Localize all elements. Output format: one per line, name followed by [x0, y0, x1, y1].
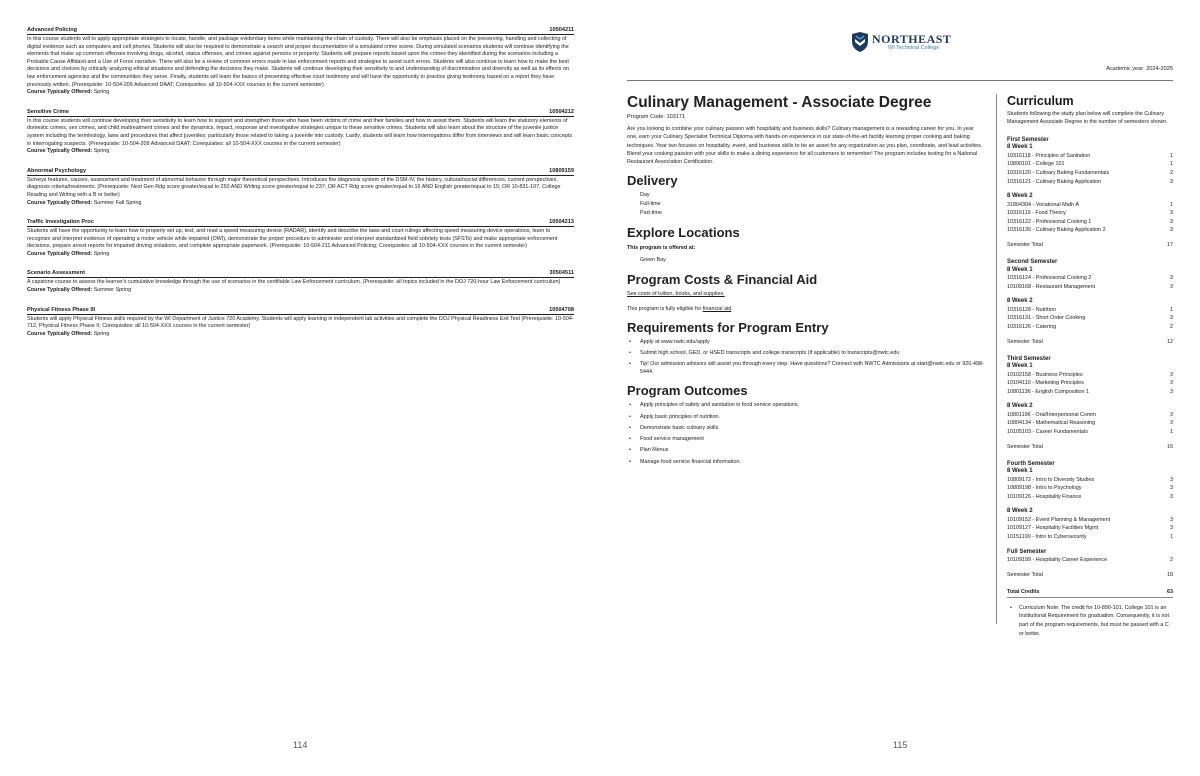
- semester-total-row: [1007, 443, 1173, 451]
- week-title: 8 Week 2: [1007, 403, 1033, 410]
- course-code: 10504211: [549, 27, 574, 33]
- course-offered-label: Course Typically Offered:: [27, 287, 93, 294]
- course-offered-label: Course Typically Offered:: [27, 330, 93, 337]
- course-offered-terms: Spring: [93, 330, 110, 337]
- week-title: 8 Week 2: [1007, 298, 1033, 305]
- requirements-heading: Requirements for Program Entry: [627, 319, 829, 335]
- curriculum-course-credits: 3: [1170, 476, 1173, 483]
- delivery-item: Day: [640, 192, 650, 199]
- semester-total-value: 16: [1167, 443, 1173, 450]
- curriculum-course-row: [1007, 209, 1173, 218]
- curriculum-note-list: [1007, 604, 1173, 638]
- course-entry: [27, 219, 574, 258]
- location-item: Green Bay: [640, 256, 666, 263]
- semester-total-label: Semester Total: [1007, 443, 1043, 450]
- logo-subtitle: WI Technical College: [888, 44, 940, 51]
- course-offered-terms: Summer Fall Spring: [93, 199, 142, 206]
- curriculum-course-credits: 3: [1170, 420, 1173, 427]
- locations-list: [640, 256, 987, 265]
- financial-aid-text: [627, 305, 987, 313]
- semester-title: Third Semester: [1007, 355, 1051, 362]
- week-title: 8 Week 1: [1007, 363, 1033, 370]
- shield-logo-icon: [851, 31, 869, 53]
- course-description: Students will apply Physical Fitness skills required by the WI Department of Justice 720 Academy. Students will apply learning in independent lab activities and complete the DOJ Physical Readiness Exit Test (Prerequisite: 10-504-712, Physical Fitness Phase II; Corequisites: all 10-504-XXX courses in the current semester): [27, 315, 574, 330]
- curriculum-course-credits: 3: [1170, 275, 1173, 282]
- curriculum-course-title: 10316120 - Culinary Baking Fundamentals: [1007, 170, 1110, 176]
- program-title: Culinary Management - Associate Degree: [627, 94, 932, 111]
- locations-offered-label: This program is offered at:: [627, 244, 696, 251]
- course-offered: [27, 200, 574, 208]
- curriculum-course-title: 10801196 - Oral/Interpersonal Comm: [1007, 411, 1096, 418]
- outcomes-list: [627, 401, 987, 465]
- outcome-item: • Manage food service financial information.: [627, 458, 987, 466]
- curriculum-course-title: 10109199 - Hospitality Career Experience: [1007, 557, 1108, 564]
- delivery-item: Part-time: [640, 210, 662, 217]
- curriculum-course-title: 10102158 - Business Principles: [1007, 371, 1083, 378]
- week-title: 8 Week 1: [1007, 468, 1033, 475]
- curriculum-course-credits: 1: [1170, 306, 1173, 313]
- requirement-item: • Tip! Our admission advisors will assist you through every step. Have questions? Connect with NWTC Admissions at start@nwtc.edu or 920-498-5444.: [627, 360, 987, 376]
- curriculum-course-credits: 3: [1170, 178, 1173, 185]
- course-header: [27, 109, 574, 117]
- delivery-item: Full-time: [640, 201, 661, 208]
- curriculum-course-credits: 3: [1170, 388, 1173, 395]
- logo-name: NORTHEAST: [872, 31, 952, 46]
- curriculum-course-title: 10109127 - Hospitality Facilities Mgmt: [1007, 525, 1099, 532]
- curriculum-course-row: [1007, 371, 1173, 380]
- outcome-item: • Apply basic principles of nutrition.: [627, 413, 987, 421]
- course-code: 10504212: [549, 108, 574, 115]
- curriculum-course-row: [1007, 419, 1173, 428]
- curriculum-course-title: 10109126 - Hospitality Finance: [1007, 493, 1082, 500]
- curriculum-course-row: [1007, 218, 1173, 227]
- course-offered-label: Course Typically Offered:: [27, 148, 93, 155]
- outcome-item: • Food service management: [627, 435, 987, 443]
- program-code: Program Code: 103171: [627, 114, 686, 120]
- curriculum-course-credits: 1: [1170, 534, 1173, 541]
- header-divider: [627, 80, 1173, 81]
- course-code: 10504708: [549, 306, 574, 313]
- curriculum-course-row: [1007, 476, 1173, 485]
- costs-link[interactable]: See costs of tuition, books, and supplies.: [627, 290, 725, 297]
- curriculum-course-credits: 3: [1170, 516, 1173, 523]
- costs-heading: Program Costs & Financial Aid: [627, 271, 818, 287]
- curriculum-course-row: [1007, 388, 1173, 397]
- curriculum-course-title: 10104110 - Marketing Principles: [1007, 380, 1084, 387]
- financial-aid-suffix: .: [731, 305, 733, 312]
- curriculum-column: [1007, 94, 1173, 638]
- curriculum-course-row: [1007, 428, 1173, 437]
- curriculum-course-title: 10316126 - Catering: [1007, 323, 1057, 330]
- requirement-item: • Apply at www.nwtc.edu/apply: [627, 338, 987, 346]
- curriculum-course-credits: 1: [1170, 201, 1173, 208]
- curriculum-course-row: [1007, 226, 1173, 235]
- course-offered: [27, 89, 574, 97]
- course-header: [27, 219, 574, 227]
- curriculum-course-credits: 3: [1170, 210, 1173, 217]
- column-divider: [996, 94, 997, 624]
- course-header: [27, 168, 574, 176]
- semester-block: [1007, 259, 1173, 345]
- curriculum-course-title: 10801136 - English Composition 1: [1007, 388, 1090, 395]
- course-header: [27, 27, 574, 35]
- curriculum-course-title: 10151100 - Intro to Cybersecurity: [1007, 534, 1087, 541]
- course-title: Advanced Policing: [27, 27, 78, 33]
- course-code: 30504511: [549, 270, 574, 277]
- course-description: Students will have the opportunity to learn how to properly set up, test, and read a speed measuring device (RADAR), identify and describe the laws and court rulings affecting speed measuring device operations, learn to recognize and interpret evidence of operating a motor vehicle while impaired (OWI), demonstrate the proper procedure to administer and interpret standardized field sobriety tests (SFSTs) and make appropriate enforcement decisions, prepare arrest reports for impaired driving violations, and complete appropriate paperwork. (Prerequisite: 10-504-211 Advanced Policing; Corequisites: all 10-504-XXX courses in the current semester): [27, 228, 558, 250]
- curriculum-course-title: 10809198 - Intro to Psychology: [1007, 485, 1082, 492]
- curriculum-course-title: 10109152 - Event Planning & Management: [1007, 516, 1111, 523]
- course-entry: [27, 27, 574, 97]
- curriculum-course-credits: 2: [1170, 170, 1173, 176]
- course-offered-label: Course Typically Offered:: [27, 250, 93, 257]
- curriculum-course-row: [1007, 484, 1173, 493]
- curriculum-course-row: [1007, 274, 1173, 283]
- course-entry: [27, 109, 574, 156]
- course-description: Surveys features, causes, assessment and treatment of abnormal behavior through major theoretical perspectives. Introduces the diagnosis system of the DSM-IV, the history, cultural/social differences, current perspectives, diagnosis criteria/treatments. (Prerequisite: Next Gen Rdg score greater/equal to 250 AND Writing score greater/equal to 237; OR ACT Rdg score greater/equal to 16 AND English greater/equal to 15; OR 10-831-107, College Reading and Writing with a B or better): [27, 176, 561, 198]
- semester-block: [1007, 137, 1173, 249]
- course-offered-terms: Summer Spring: [93, 287, 132, 294]
- curriculum-course-credits: 1: [1170, 429, 1173, 435]
- outcome-item: • Apply principles of safety and sanitation in food service operations.: [627, 401, 987, 409]
- curriculum-note: • Curriculum Note: The credit for 10-890-101, College 101 is an Institutional Requirement for graduation. Consequently, it is not part of the program requirements, but must be passed with a C or better.: [1007, 604, 1173, 638]
- course-offered-label: Course Typically Offered:: [27, 89, 93, 96]
- course-offered: [27, 148, 574, 156]
- financial-aid-prefix: This program is fully eligible for: [627, 305, 703, 312]
- curriculum-course-row: [1007, 306, 1173, 315]
- semester-total-row: [1007, 571, 1173, 579]
- curriculum-course-title: 10316131 - Short Order Cooking: [1007, 315, 1086, 322]
- course-entry: [27, 270, 574, 294]
- semester-total-value: 18: [1167, 571, 1173, 578]
- page-number-left: 114: [293, 740, 308, 750]
- curriculum-course-title: 10316124 - Professional Cooking 2: [1007, 275, 1092, 282]
- semester-total-row: [1007, 338, 1173, 346]
- curriculum-course-row: [1007, 516, 1173, 525]
- curriculum-course-credits: 3: [1170, 525, 1173, 532]
- course-list: [27, 27, 574, 350]
- course-description: In this course students will continue developing their sensitivity to learn how to support and strengthen those who have been victims of crime and their families and how to assist them. Students will learn the statutory elements of domestic crimes, sex crimes, and child maltreatment crimes and the dynamics, impact, response and investigative strategies unique to these sensitive crimes. Students will also learn about the structure of the juvenile justice system including the terminology, laws and procedures that affect juveniles; particularly those related to taking a juvenile into custody. Lastly, students will learn how interrogations differ from interviews and will learn basic concepts in interrogating suspects. (Prerequisite: 10-504-209 Advanced DAAT; Corequisites: all 10-504-XXX courses in the current semester): [27, 117, 573, 147]
- curriculum-course-row: [1007, 283, 1173, 292]
- curriculum-course-row: [1007, 533, 1173, 542]
- program-info-column: [627, 94, 987, 469]
- course-title: Abnormal Psychology: [27, 167, 87, 174]
- semester-total-value: 12: [1167, 338, 1173, 345]
- outcome-item: • Demonstrate basic culinary skills.: [627, 424, 987, 432]
- course-header: [27, 270, 574, 278]
- curriculum-course-title: 10809172 - Intro to Diversity Studies: [1007, 476, 1095, 483]
- curriculum-course-credits: 3: [1170, 411, 1173, 418]
- week-title: 8 Week 1: [1007, 266, 1033, 273]
- total-credits-value: 63: [1167, 588, 1173, 595]
- college-logo: [851, 31, 951, 53]
- course-offered-terms: Spring: [93, 250, 110, 257]
- course-code: 10504213: [549, 219, 574, 226]
- semester-block: [1007, 356, 1173, 451]
- curriculum-course-credits: 2: [1170, 323, 1173, 330]
- locations-heading: Explore Locations: [627, 224, 740, 240]
- course-title: Scenario Assessment: [27, 270, 85, 277]
- curriculum-course-row: [1007, 160, 1173, 169]
- curriculum-course-credits: 1: [1170, 152, 1173, 159]
- curriculum-course-credits: 3: [1170, 371, 1173, 378]
- semester-title: Fourth Semester: [1007, 460, 1055, 467]
- curriculum-course-title: 10316128 - Nutrition: [1007, 306, 1056, 313]
- curriculum-course-credits: 3: [1170, 493, 1173, 500]
- curriculum-course-title: 10105103 - Career Fundamentals: [1007, 429, 1088, 435]
- curriculum-course-row: [1007, 169, 1173, 178]
- outcomes-heading: Program Outcomes: [627, 383, 748, 399]
- semester-total-label: Semester Total: [1007, 338, 1043, 345]
- requirement-item: • Submit high school, GED, or HSED transcripts and college transcripts (if applicable) to transcripts@nwtc.edu: [627, 349, 987, 357]
- program-intro: Are you looking to combine your culinary passion with hospitality and business skills? Culinary management is a rewarding career for you. In year one, earn your Culinary Specialist Technical Diploma with hands-on experience in our state-of-the-art facility learning proper cooking and baking techniques. Year two focuses on hospitality, event, and business skills to be an asset for any organization as you plan, coordinate, and lead activities. Blend your cooking passion with your skills to make a dining experience for all customers to remember! The program includes testing for a National Restaurant Association Certification.: [627, 126, 983, 166]
- curriculum-course-credits: 3: [1170, 218, 1173, 225]
- academic-year: Academic year: 2024-2025: [1106, 66, 1173, 72]
- curriculum-course-row: [1007, 152, 1173, 161]
- curriculum-course-row: [1007, 323, 1173, 332]
- course-title: Sensitive Crime: [27, 108, 69, 115]
- curriculum-course-title: 10316122 - Professional Cooking 1: [1007, 218, 1092, 225]
- course-offered-terms: Spring: [93, 148, 110, 155]
- requirements-list: [627, 338, 987, 377]
- curriculum-course-credits: 1: [1170, 161, 1173, 168]
- semester-total-label: Semester Total: [1007, 242, 1043, 249]
- course-entry: [27, 307, 574, 339]
- curriculum-course-row: [1007, 178, 1173, 187]
- semester-title: Second Semester: [1007, 259, 1058, 266]
- total-credits-label: Total Credits: [1007, 588, 1040, 595]
- curriculum-course-credits: 3: [1170, 227, 1173, 234]
- delivery-list: [640, 191, 987, 217]
- week-title: Full Semester: [1007, 548, 1047, 555]
- curriculum-course-credits: 3: [1170, 315, 1173, 322]
- week-title: 8 Week 2: [1007, 193, 1033, 200]
- curriculum-course-row: [1007, 524, 1173, 533]
- course-description: In this course students will to apply appropriate strategies to locate, handle, and package evidentiary items while maintaining the chain of custody. There will also be emphasis placed on the preserving, handling and collecting of digital evidence such as computers and cell phones. Students will also be required to demonstrate a search and proper documentation of a simulated crime scene. During simulated scenarios students will continue identifying the elements that make up common offenses involving drugs, alcohol, status offenses, and crimes against persons or property. Students will prepare reports based upon the crimes they identified during the scenarios including a Probable Cause Affidavit and a Use of Force narrative. There will also be a review of common errors made in law enforcement reports and strategies to avoid such errors. Students will also continue to learn how to make the best decisions and choices by critically analyzing ethical situations and defending the decisions they make. Students will continue developing their sensitivity to and understanding of discrimination and diversity as well as its effects on law enforcement agencies and the communities they serve. Finally, students will learn the basics of presenting effective court testimony and will have the opportunity to practice giving testimony based on a report they have previously written. (Prerequisite: 10-504-209 Advanced DAAT; Corequisites: all 10-504-XXX courses in the current semester): [27, 36, 569, 88]
- outcome-item: • Plan Menus: [627, 446, 987, 454]
- curriculum-course-title: 10316121 - Culinary Baking Application: [1007, 178, 1102, 185]
- course-offered: [27, 331, 574, 339]
- semester-total-label: Semester Total: [1007, 571, 1043, 578]
- semester-list: [1007, 137, 1173, 579]
- course-title: Traffic Investigation Proc: [27, 219, 94, 226]
- total-credits-row: [1007, 589, 1173, 598]
- curriculum-course-row: [1007, 556, 1173, 565]
- course-title: Physical Fitness Phase III: [27, 306, 96, 313]
- semester-title: First Semester: [1007, 136, 1049, 143]
- curriculum-course-row: [1007, 314, 1173, 323]
- semester-total-row: [1007, 241, 1173, 249]
- curriculum-course-title: 10804134 - Mathematical Reasoning: [1007, 420, 1096, 427]
- page-number-right: 115: [893, 740, 908, 750]
- curriculum-course-row: [1007, 379, 1173, 388]
- week-title: 8 Week 1: [1007, 144, 1033, 151]
- semester-total-value: 17: [1167, 242, 1173, 249]
- curriculum-course-row: [1007, 411, 1173, 420]
- course-offered-terms: Spring: [93, 89, 110, 96]
- course-offered-label: Course Typically Offered:: [27, 199, 93, 206]
- semester-block: [1007, 461, 1173, 579]
- curriculum-course-row: [1007, 493, 1173, 502]
- curriculum-course-credits: 3: [1170, 283, 1173, 290]
- curriculum-intro: Students following the study plan below will complete the Culinary Management Associate Degree in the number of semesters shown.: [1007, 111, 1168, 126]
- curriculum-course-title: 10890101 - College 101: [1007, 161, 1065, 168]
- week-title: 8 Week 2: [1007, 508, 1033, 515]
- course-offered: [27, 251, 574, 259]
- curriculum-course-credits: 3: [1170, 380, 1173, 387]
- curriculum-course-credits: 2: [1170, 557, 1173, 564]
- financial-aid-link[interactable]: financial aid: [702, 305, 732, 312]
- curriculum-course-credits: 3: [1170, 485, 1173, 492]
- curriculum-course-title: 10316119 - Food Theory: [1007, 210, 1066, 217]
- course-description: A capstone course to assess the learner's cumulative knowledge through the use of scenarios in the certifiable Law Enforcement curriculum. (Prerequisite: all topics included in the DOJ 720-hour Law Enforcement curriculum): [27, 279, 561, 286]
- right-page: [600, 0, 1200, 776]
- curriculum-course-title: 31804304 - Vocational Math A: [1007, 201, 1079, 208]
- course-entry: [27, 168, 574, 207]
- course-header: [27, 307, 574, 315]
- curriculum-heading: Curriculum: [1007, 94, 1074, 108]
- curriculum-course-row: [1007, 201, 1173, 210]
- course-code: 10809159: [549, 167, 574, 174]
- curriculum-course-title: 10316130 - Culinary Baking Application 2: [1007, 227, 1106, 234]
- curriculum-course-title: 10316118 - Principles of Sanitation: [1007, 152, 1091, 159]
- course-offered: [27, 287, 574, 295]
- curriculum-course-title: 10109168 - Restaurant Management: [1007, 283, 1096, 290]
- delivery-heading: Delivery: [627, 173, 678, 189]
